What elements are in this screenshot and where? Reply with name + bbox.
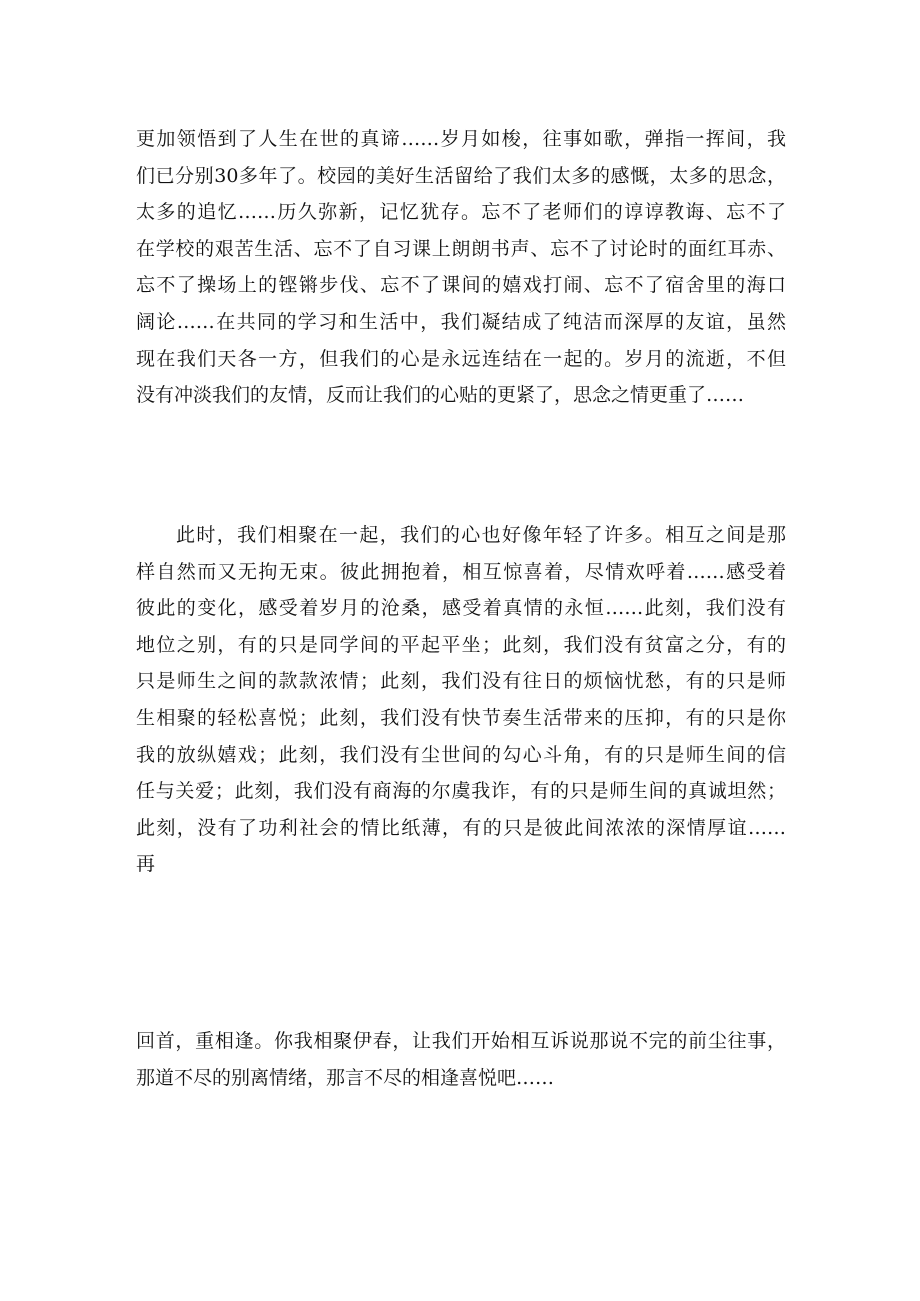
text-line: 再 [136,853,156,876]
text-line: 任与关爱；此刻，我们没有商海的尔虞我诈，有的只是师生间的真诚坦然； [136,780,786,803]
text-line: 那道不尽的别离情绪，那言不尽的相逢喜悦吧…… [136,1066,555,1089]
text-line: 更加领悟到了人生在世的真谛……岁月如梭，往事如歌，弹指一挥间，我 [136,128,786,150]
text-line: 在学校的艰苦生活、忘不了自习课上朗朗书声、忘不了讨论时的面红耳赤、 [136,237,786,260]
paragraph-memories [136,121,786,414]
text-line: 只是师生之间的款款浓情；此刻，我们没有往日的烦恼忧愁，有的只是师 [136,670,786,693]
text-line: 忘不了操场上的铿锵步伐、忘不了课间的嬉戏打闹、忘不了宿舍里的海口 [136,274,786,297]
text-line: 彼此的变化，感受着岁月的沧桑，感受着真情的永恒……此刻，我们没有 [136,597,786,620]
text-line: 我的放纵嬉戏；此刻，我们没有尘世间的勾心斗角，有的只是师生间的信 [136,743,786,766]
text-line: 阔论……在共同的学习和生活中，我们凝结成了纯洁而深厚的友谊，虽然 [136,310,786,333]
text-line: 现在我们天各一方，但我们的心是永远连结在一起的。岁月的流逝，不但 [136,347,786,370]
paragraph-reunion [136,517,786,883]
text-line: 此时，我们相聚在一起，我们的心也好像年轻了许多。相互之间是那 [176,524,786,546]
text-line: 回首，重相逢。你我相聚伊春，让我们开始相互诉说那说不完的前尘往事， [136,1030,786,1052]
text-line: 样自然而又无拘无束。彼此拥抱着，相互惊喜着，尽情欢呼着……感受着 [136,560,786,583]
text-line: 们已分别30多年了。校园的美好生活留给了我们太多的感慨，太多的思念， [136,164,786,187]
text-line: 没有冲淡我们的友情，反而让我们的心贴的更紧了，思念之情更重了…… [136,384,745,407]
text-line: 地位之别，有的只是同学间的平起平坐；此刻，我们没有贫富之分，有的 [136,633,786,656]
text-line: 此刻，没有了功利社会的情比纸薄，有的只是彼此间浓浓的深情厚谊…… [136,816,786,839]
text-line: 生相聚的轻松喜悦；此刻，我们没有快节奏生活带来的压抑，有的只是你 [136,706,786,729]
text-line: 太多的追忆……历久弥新，记忆犹存。忘不了老师们的谆谆教诲、忘不了 [136,201,786,224]
paragraph-closing [136,1023,786,1096]
